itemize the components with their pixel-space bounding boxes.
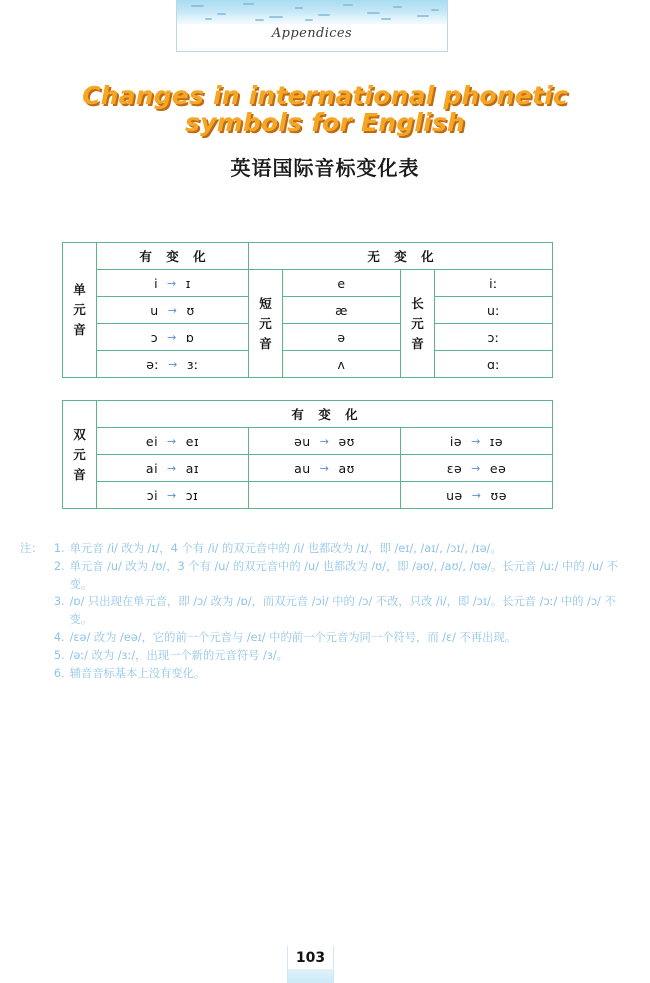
- diphthong-pair: [401, 455, 553, 482]
- pair-to: ɪ: [185, 275, 191, 291]
- arrow-icon: →: [167, 488, 177, 502]
- short-vowel-cell: æ: [283, 297, 401, 324]
- page-title-english: [0, 82, 650, 136]
- pair-to: ɔɪ: [185, 487, 199, 503]
- note-text: 单元音 /u/ 改为 /ʊ/，3 个有 /u/ 的双元音中的 /u/ 也都改为 /ʊ/，即 /əʊ/, /aʊ/, /ʊə/。长元音 /uː/ 中的 /u/ 不变。: [69, 559, 618, 591]
- table-row: [63, 482, 553, 509]
- arrow-icon: →: [167, 303, 178, 317]
- diphthongs-side-label: 双 元 音: [63, 401, 97, 509]
- page-number: 103: [295, 950, 326, 966]
- diphthong-pair-empty: [249, 482, 401, 509]
- arrow-icon: →: [471, 461, 481, 475]
- notes-block: [20, 540, 632, 682]
- pair-to: eɪ: [185, 433, 200, 449]
- monophthongs-table: [62, 242, 553, 378]
- note-number: 4.: [53, 630, 65, 644]
- note-number: 6.: [53, 666, 65, 680]
- diphthong-pair: [401, 428, 553, 455]
- note-text: 单元音 /i/ 改为 /ɪ/，4 个有 /i/ 的双元音中的 /i/ 也都改为 /ɪ/，即 /eɪ/, /aɪ/, /ɔɪ/, /ɪə/。: [69, 542, 502, 555]
- note-item: [45, 665, 632, 683]
- pair-from: iə: [449, 433, 463, 449]
- arrow-icon: →: [167, 330, 177, 344]
- table-row: [63, 297, 553, 324]
- banner-label: Appendices: [271, 26, 353, 41]
- pair-to: ɒ: [185, 329, 195, 345]
- page-title-chinese: 英语国际音标变化表: [230, 156, 420, 180]
- diphthong-pair: [97, 482, 249, 509]
- diphthong-pair: [249, 455, 401, 482]
- table-header-row: [63, 243, 553, 270]
- pair-from: əː: [146, 356, 160, 372]
- table-row: [63, 324, 553, 351]
- pair-from: əu: [294, 433, 311, 449]
- pair-to: ʊə: [490, 487, 507, 503]
- pair-from: ɔi: [146, 487, 159, 503]
- changed-pair-1: [97, 270, 249, 297]
- monophthongs-unchanged-header: 无 变 化: [249, 243, 553, 270]
- pair-from: ei: [145, 433, 159, 449]
- arrow-icon: →: [471, 488, 482, 502]
- short-vowel-cell: ə: [283, 324, 401, 351]
- monophthongs-side-label: [63, 243, 97, 378]
- arrow-icon: →: [319, 434, 330, 448]
- table-row: [63, 455, 553, 482]
- note-text: /ɒ/ 只出现在单元音，即 /ɔ/ 改为 /ɒ/，而双元音 /ɔi/ 中的 /ɔ/ 不改，只改 /i/，即 /ɔɪ/。长元音 /ɔː/ 中的 /ɔ/ 不变。: [69, 595, 616, 627]
- note-text: /əː/ 改为 /ɜː/，出现一个新的元音符号 /ɜ/。: [69, 648, 288, 662]
- pair-to: aɪ: [185, 460, 200, 476]
- long-vowel-label: 长 元 音: [401, 270, 435, 378]
- appendices-banner: [176, 0, 448, 52]
- monophthongs-changed-header: 有 变 化: [97, 243, 249, 270]
- pair-from: au: [294, 460, 311, 476]
- pair-to: aʊ: [338, 460, 355, 476]
- banner-wave-graphic: [177, 0, 447, 24]
- diphthongs-changed-header: 有 变 化: [97, 401, 553, 428]
- long-vowel-cell: ɑː: [435, 351, 553, 378]
- pair-to: əʊ: [338, 433, 355, 449]
- table-row: [63, 428, 553, 455]
- note-item: [45, 540, 632, 558]
- note-number: 3.: [53, 595, 65, 609]
- short-vowel-label: 短 元 音: [249, 270, 283, 378]
- table-header-row: [63, 401, 553, 428]
- note-item: [45, 593, 632, 629]
- note-text: /ɛə/ 改为 /eə/，它的前一个元音与 /eɪ/ 中的前一个元音为同一个符号，而 /ɛ/ 不再出现。: [69, 630, 517, 644]
- arrow-icon: →: [471, 434, 481, 448]
- pair-to: ɪə: [489, 433, 504, 449]
- arrow-icon: →: [168, 357, 178, 371]
- side-label-char-1: 单: [73, 282, 86, 297]
- note-text: 辅音音标基本上没有变化。: [69, 666, 206, 680]
- arrow-icon: →: [167, 461, 177, 475]
- pair-from: ɔ: [150, 329, 159, 345]
- pair-from: u: [150, 302, 159, 318]
- side-label-char-2: 元: [73, 302, 86, 317]
- note-number: 1.: [53, 542, 65, 555]
- note-item: [45, 629, 632, 647]
- arrow-icon: →: [167, 276, 177, 290]
- note-item: [45, 647, 632, 665]
- page-title-english-line1: Changes in international phonetic: [82, 81, 568, 110]
- pair-from: i: [154, 275, 159, 291]
- pair-from: ɛə: [446, 460, 463, 476]
- diphthong-pair: [97, 455, 249, 482]
- pair-to: eə: [489, 460, 507, 476]
- side-label-char-3: 音: [73, 322, 86, 337]
- long-vowel-cell: uː: [435, 297, 553, 324]
- diphthong-pair: [249, 428, 401, 455]
- note-item: [45, 558, 632, 594]
- arrow-icon: →: [319, 461, 330, 475]
- table-row: [63, 351, 553, 378]
- short-vowel-cell: ʌ: [283, 351, 401, 378]
- page-title-english-line2: symbols for English: [185, 108, 465, 137]
- pair-to: ɜː: [186, 356, 199, 372]
- changed-pair-2: [97, 297, 249, 324]
- notes-list: [45, 540, 632, 682]
- diphthong-pair: [97, 428, 249, 455]
- note-number: 2.: [53, 559, 65, 573]
- diphthong-pair: [401, 482, 553, 509]
- long-vowel-cell: ɔː: [435, 324, 553, 351]
- notes-label: 注：: [20, 542, 43, 555]
- pair-from: ai: [145, 460, 159, 476]
- changed-pair-4: [97, 351, 249, 378]
- note-number: 5.: [53, 648, 65, 662]
- pair-from: uə: [446, 487, 463, 503]
- diphthongs-table: [62, 400, 553, 509]
- short-vowel-cell: e: [283, 270, 401, 297]
- long-vowel-cell: iː: [435, 270, 553, 297]
- arrow-icon: →: [167, 434, 177, 448]
- pair-to: ʊ: [186, 302, 195, 318]
- table-row: [63, 270, 553, 297]
- changed-pair-3: [97, 324, 249, 351]
